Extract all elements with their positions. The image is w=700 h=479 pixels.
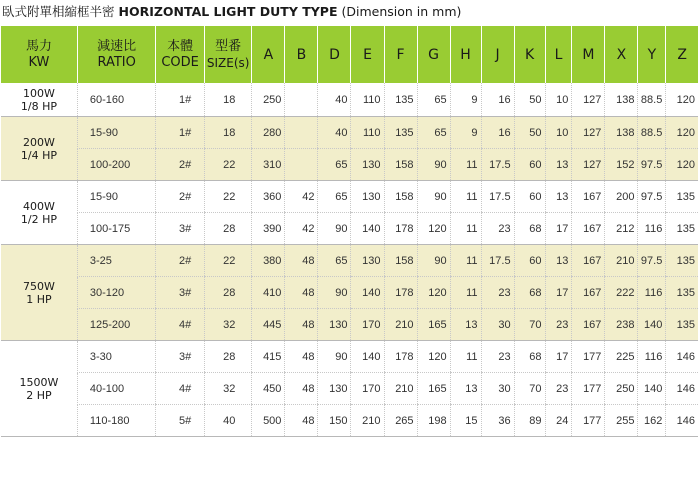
header-kw bbox=[1, 26, 77, 83]
cell-m: 127 bbox=[572, 117, 605, 149]
cell-code: 1# bbox=[156, 117, 205, 149]
cell-z: 135 bbox=[666, 309, 698, 341]
cell-z: 135 bbox=[666, 277, 698, 309]
cell-f: 210 bbox=[384, 373, 417, 405]
title-main: HORIZONTAL LIGHT DUTY TYPE bbox=[118, 4, 338, 19]
kw-line: 1/4 HP bbox=[20, 148, 57, 162]
cell-ratio: 125-200 bbox=[77, 309, 155, 341]
cell-x: 138 bbox=[605, 83, 638, 117]
header-j: J bbox=[481, 26, 514, 83]
cell-k: 68 bbox=[514, 213, 545, 245]
cell-b: 42 bbox=[285, 181, 318, 213]
cell-b bbox=[285, 83, 318, 117]
cell-k: 89 bbox=[514, 405, 545, 437]
cell-e: 110 bbox=[351, 117, 384, 149]
cell-x: 210 bbox=[605, 245, 638, 277]
cell-m: 167 bbox=[572, 213, 605, 245]
cell-l: 13 bbox=[545, 181, 572, 213]
cell-m: 177 bbox=[572, 405, 605, 437]
table-body bbox=[1, 83, 698, 437]
header-ratio-zh: 減速比 bbox=[97, 38, 137, 54]
cell-l: 10 bbox=[545, 83, 572, 117]
cell-m: 177 bbox=[572, 341, 605, 373]
cell-j: 16 bbox=[481, 117, 514, 149]
cell-a: 415 bbox=[252, 341, 285, 373]
cell-z: 135 bbox=[666, 181, 698, 213]
cell-y: 140 bbox=[638, 373, 666, 405]
cell-l: 13 bbox=[545, 149, 572, 181]
cell-k: 70 bbox=[514, 309, 545, 341]
cell-code: 1# bbox=[156, 83, 205, 117]
cell-g: 198 bbox=[417, 405, 450, 437]
kw-line: 1/2 HP bbox=[20, 212, 57, 226]
cell-f: 135 bbox=[384, 117, 417, 149]
cell-size: 22 bbox=[204, 181, 251, 213]
cell-ratio: 15-90 bbox=[77, 117, 155, 149]
title-unit: (Dimension in mm) bbox=[341, 4, 462, 19]
cell-l: 13 bbox=[545, 245, 572, 277]
cell-size: 22 bbox=[204, 149, 251, 181]
cell-code: 4# bbox=[156, 309, 205, 341]
cell-h: 11 bbox=[450, 341, 481, 373]
header-f: F bbox=[384, 26, 417, 83]
cell-y: 116 bbox=[638, 277, 666, 309]
cell-b: 48 bbox=[285, 373, 318, 405]
cell-y: 116 bbox=[638, 341, 666, 373]
table-row bbox=[1, 277, 698, 309]
header-e: E bbox=[351, 26, 384, 83]
cell-k: 70 bbox=[514, 373, 545, 405]
cell-ratio: 110-180 bbox=[77, 405, 155, 437]
cell-j: 17.5 bbox=[481, 149, 514, 181]
cell-code: 5# bbox=[156, 405, 205, 437]
cell-h: 11 bbox=[450, 213, 481, 245]
cell-h: 13 bbox=[450, 309, 481, 341]
cell-h: 9 bbox=[450, 117, 481, 149]
cell-ratio: 3-30 bbox=[77, 341, 155, 373]
header-m: M bbox=[572, 26, 605, 83]
cell-a: 390 bbox=[252, 213, 285, 245]
cell-a: 500 bbox=[252, 405, 285, 437]
cell-k: 50 bbox=[514, 117, 545, 149]
table-row bbox=[1, 405, 698, 437]
table-title bbox=[0, 0, 700, 26]
cell-j: 23 bbox=[481, 341, 514, 373]
cell-g: 65 bbox=[417, 83, 450, 117]
cell-d: 90 bbox=[318, 213, 351, 245]
cell-ratio: 60-160 bbox=[77, 83, 155, 117]
cell-ratio: 3-25 bbox=[77, 245, 155, 277]
cell-size: 18 bbox=[204, 117, 251, 149]
header-kw-zh: 馬力 bbox=[25, 38, 52, 54]
kw-line: 100W bbox=[23, 86, 55, 100]
cell-f: 178 bbox=[384, 213, 417, 245]
cell-j: 30 bbox=[481, 309, 514, 341]
cell-size: 22 bbox=[204, 245, 251, 277]
cell-y: 97.5 bbox=[638, 149, 666, 181]
cell-code: 4# bbox=[156, 373, 205, 405]
cell-g: 90 bbox=[417, 245, 450, 277]
cell-code: 2# bbox=[156, 149, 205, 181]
cell-kw bbox=[1, 83, 77, 117]
cell-k: 68 bbox=[514, 277, 545, 309]
cell-y: 88.5 bbox=[638, 117, 666, 149]
cell-code: 3# bbox=[156, 277, 205, 309]
cell-x: 212 bbox=[605, 213, 638, 245]
cell-e: 170 bbox=[351, 373, 384, 405]
cell-x: 255 bbox=[605, 405, 638, 437]
cell-b bbox=[285, 117, 318, 149]
cell-h: 13 bbox=[450, 373, 481, 405]
cell-l: 17 bbox=[545, 341, 572, 373]
cell-k: 68 bbox=[514, 341, 545, 373]
cell-size: 28 bbox=[204, 213, 251, 245]
kw-line: 400W bbox=[23, 199, 55, 213]
cell-size: 32 bbox=[204, 373, 251, 405]
cell-f: 265 bbox=[384, 405, 417, 437]
cell-h: 11 bbox=[450, 245, 481, 277]
cell-kw bbox=[1, 341, 77, 437]
cell-x: 238 bbox=[605, 309, 638, 341]
cell-h: 11 bbox=[450, 277, 481, 309]
cell-y: 162 bbox=[638, 405, 666, 437]
cell-l: 23 bbox=[545, 373, 572, 405]
header-b: B bbox=[285, 26, 318, 83]
cell-size: 32 bbox=[204, 309, 251, 341]
cell-e: 130 bbox=[351, 245, 384, 277]
cell-a: 450 bbox=[252, 373, 285, 405]
cell-ratio: 30-120 bbox=[77, 277, 155, 309]
cell-b bbox=[285, 149, 318, 181]
cell-a: 410 bbox=[252, 277, 285, 309]
cell-y: 116 bbox=[638, 213, 666, 245]
cell-m: 167 bbox=[572, 245, 605, 277]
cell-size: 18 bbox=[204, 83, 251, 117]
cell-y: 97.5 bbox=[638, 181, 666, 213]
cell-j: 23 bbox=[481, 277, 514, 309]
header-x: X bbox=[605, 26, 638, 83]
cell-z: 146 bbox=[666, 341, 698, 373]
cell-z: 135 bbox=[666, 245, 698, 277]
cell-d: 40 bbox=[318, 117, 351, 149]
cell-d: 65 bbox=[318, 149, 351, 181]
header-g: G bbox=[417, 26, 450, 83]
cell-ratio: 15-90 bbox=[77, 181, 155, 213]
cell-x: 138 bbox=[605, 117, 638, 149]
cell-e: 130 bbox=[351, 181, 384, 213]
cell-h: 9 bbox=[450, 83, 481, 117]
header-ratio-en: RATIO bbox=[97, 54, 136, 70]
table-row bbox=[1, 213, 698, 245]
header-kw-en: KW bbox=[28, 54, 50, 70]
cell-code: 2# bbox=[156, 245, 205, 277]
cell-b: 48 bbox=[285, 341, 318, 373]
cell-j: 23 bbox=[481, 213, 514, 245]
cell-d: 150 bbox=[318, 405, 351, 437]
cell-z: 135 bbox=[666, 213, 698, 245]
cell-a: 280 bbox=[252, 117, 285, 149]
cell-d: 130 bbox=[318, 373, 351, 405]
cell-e: 170 bbox=[351, 309, 384, 341]
cell-e: 130 bbox=[351, 149, 384, 181]
cell-z: 120 bbox=[666, 149, 698, 181]
cell-d: 90 bbox=[318, 341, 351, 373]
cell-f: 135 bbox=[384, 83, 417, 117]
cell-m: 167 bbox=[572, 309, 605, 341]
cell-m: 177 bbox=[572, 373, 605, 405]
cell-d: 90 bbox=[318, 277, 351, 309]
cell-z: 120 bbox=[666, 117, 698, 149]
kw-line: 1500W bbox=[19, 375, 59, 389]
cell-e: 140 bbox=[351, 341, 384, 373]
cell-k: 60 bbox=[514, 149, 545, 181]
header-l: L bbox=[545, 26, 572, 83]
cell-z: 146 bbox=[666, 405, 698, 437]
cell-k: 60 bbox=[514, 181, 545, 213]
cell-ratio: 100-200 bbox=[77, 149, 155, 181]
table-row bbox=[1, 117, 698, 149]
cell-l: 17 bbox=[545, 213, 572, 245]
cell-f: 158 bbox=[384, 181, 417, 213]
cell-b: 48 bbox=[285, 309, 318, 341]
header-k: K bbox=[514, 26, 545, 83]
cell-a: 360 bbox=[252, 181, 285, 213]
cell-code: 3# bbox=[156, 213, 205, 245]
header-d: D bbox=[318, 26, 351, 83]
cell-b: 48 bbox=[285, 277, 318, 309]
cell-x: 225 bbox=[605, 341, 638, 373]
table-row bbox=[1, 341, 698, 373]
cell-e: 140 bbox=[351, 277, 384, 309]
header-h: H bbox=[450, 26, 481, 83]
header-code bbox=[156, 26, 205, 83]
cell-g: 165 bbox=[417, 309, 450, 341]
cell-l: 10 bbox=[545, 117, 572, 149]
cell-ratio: 40-100 bbox=[77, 373, 155, 405]
kw-line: 200W bbox=[23, 135, 55, 149]
cell-k: 60 bbox=[514, 245, 545, 277]
dimension-table bbox=[1, 26, 698, 437]
cell-x: 250 bbox=[605, 373, 638, 405]
cell-g: 120 bbox=[417, 213, 450, 245]
cell-b: 48 bbox=[285, 245, 318, 277]
cell-l: 23 bbox=[545, 309, 572, 341]
cell-y: 140 bbox=[638, 309, 666, 341]
cell-e: 140 bbox=[351, 213, 384, 245]
cell-d: 65 bbox=[318, 245, 351, 277]
cell-f: 158 bbox=[384, 149, 417, 181]
kw-line: 750W bbox=[23, 279, 55, 293]
header-ratio bbox=[77, 26, 155, 83]
table-row bbox=[1, 309, 698, 341]
table-row bbox=[1, 83, 698, 117]
cell-j: 36 bbox=[481, 405, 514, 437]
cell-d: 65 bbox=[318, 181, 351, 213]
cell-g: 165 bbox=[417, 373, 450, 405]
header-row bbox=[1, 26, 698, 83]
cell-a: 250 bbox=[252, 83, 285, 117]
cell-code: 2# bbox=[156, 181, 205, 213]
cell-a: 380 bbox=[252, 245, 285, 277]
cell-code: 3# bbox=[156, 341, 205, 373]
header-z: Z bbox=[666, 26, 698, 83]
cell-l: 24 bbox=[545, 405, 572, 437]
cell-e: 110 bbox=[351, 83, 384, 117]
cell-size: 40 bbox=[204, 405, 251, 437]
kw-line: 1/8 HP bbox=[20, 99, 57, 113]
cell-f: 178 bbox=[384, 341, 417, 373]
table-row bbox=[1, 149, 698, 181]
cell-e: 210 bbox=[351, 405, 384, 437]
header-a: A bbox=[252, 26, 285, 83]
cell-g: 90 bbox=[417, 149, 450, 181]
cell-g: 120 bbox=[417, 277, 450, 309]
cell-k: 50 bbox=[514, 83, 545, 117]
cell-b: 42 bbox=[285, 213, 318, 245]
cell-kw bbox=[1, 245, 77, 341]
cell-m: 127 bbox=[572, 149, 605, 181]
cell-x: 152 bbox=[605, 149, 638, 181]
cell-size: 28 bbox=[204, 341, 251, 373]
cell-d: 130 bbox=[318, 309, 351, 341]
cell-g: 90 bbox=[417, 181, 450, 213]
header-code-zh: 本體 bbox=[167, 38, 194, 54]
header-code-en: CODE bbox=[161, 54, 199, 70]
cell-h: 11 bbox=[450, 149, 481, 181]
cell-f: 158 bbox=[384, 245, 417, 277]
cell-m: 167 bbox=[572, 277, 605, 309]
cell-a: 310 bbox=[252, 149, 285, 181]
table-row bbox=[1, 181, 698, 213]
cell-a: 445 bbox=[252, 309, 285, 341]
header-y: Y bbox=[638, 26, 666, 83]
cell-j: 17.5 bbox=[481, 181, 514, 213]
cell-x: 222 bbox=[605, 277, 638, 309]
kw-line: 2 HP bbox=[26, 388, 52, 402]
header-size bbox=[204, 26, 251, 83]
cell-kw bbox=[1, 117, 77, 181]
cell-size: 28 bbox=[204, 277, 251, 309]
cell-m: 167 bbox=[572, 181, 605, 213]
header-size-zh: 型番 bbox=[215, 38, 242, 54]
cell-z: 120 bbox=[666, 83, 698, 117]
cell-h: 15 bbox=[450, 405, 481, 437]
cell-z: 146 bbox=[666, 373, 698, 405]
cell-y: 88.5 bbox=[638, 83, 666, 117]
cell-j: 30 bbox=[481, 373, 514, 405]
cell-g: 65 bbox=[417, 117, 450, 149]
table-row bbox=[1, 245, 698, 277]
cell-j: 16 bbox=[481, 83, 514, 117]
header-size-en: SIZE(s) bbox=[206, 55, 250, 70]
title-prefix: 臥式附單相縮框半密 bbox=[2, 4, 115, 19]
cell-b: 48 bbox=[285, 405, 318, 437]
table-row bbox=[1, 373, 698, 405]
cell-f: 210 bbox=[384, 309, 417, 341]
cell-m: 127 bbox=[572, 83, 605, 117]
cell-y: 97.5 bbox=[638, 245, 666, 277]
cell-kw bbox=[1, 181, 77, 245]
cell-l: 17 bbox=[545, 277, 572, 309]
cell-g: 120 bbox=[417, 341, 450, 373]
cell-f: 178 bbox=[384, 277, 417, 309]
cell-x: 200 bbox=[605, 181, 638, 213]
kw-line: 1 HP bbox=[26, 292, 52, 306]
cell-d: 40 bbox=[318, 83, 351, 117]
cell-j: 17.5 bbox=[481, 245, 514, 277]
cell-h: 11 bbox=[450, 181, 481, 213]
cell-ratio: 100-175 bbox=[77, 213, 155, 245]
